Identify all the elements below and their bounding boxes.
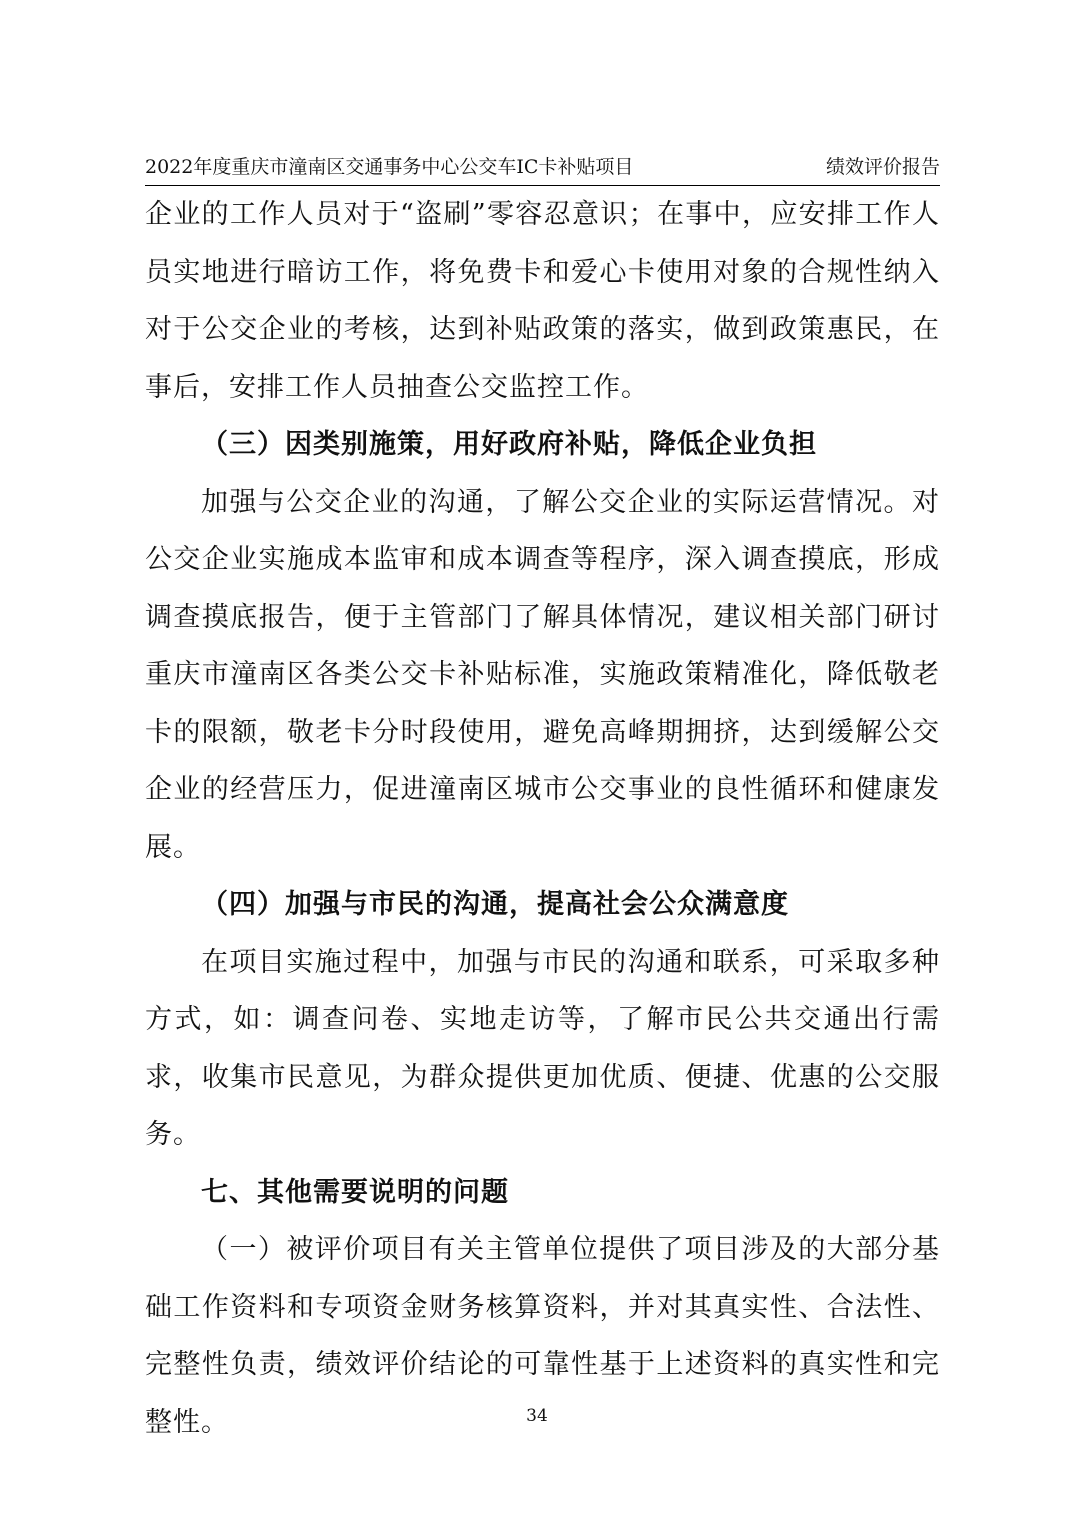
paragraph-continued: 企业的工作人员对于“盗刷”零容忍意识；在事中，应安排工作人员实地进行暗访工作，将免费卡和爱心卡使用对象的合规性纳入对于公交企业的考核，达到补贴政策的落实，做到政策惠民，在事后，安排工作人员抽查公交监控工作。: [145, 199, 940, 403]
subheading-three: （三）因类别施策，用好政府补贴，降低企业负担: [201, 429, 817, 460]
page-number: 34: [526, 1406, 548, 1426]
header-project-title: 2022年度重庆市潼南区交通事务中心公交车IC卡补贴项目: [145, 156, 634, 178]
page-header: [145, 150, 940, 184]
paragraph-cost-review: 加强与公交企业的沟通，了解公交企业的实际运营情况。对公交企业实施成本监审和成本调查等程序，深入调查摸底，形成调查摸底报告，便于主管部门了解具体情况，建议相关部门研讨重庆市潼南区各类公交卡补贴标准，实施政策精准化，降低敬老卡的限额，敬老卡分时段使用，避免高峰期拥挤，达到缓解公交企业的经营压力，促进潼南区城市公交事业的良性循环和健康发展。: [145, 486, 940, 863]
paragraph-other-notes: （一）被评价项目有关主管单位提供了项目涉及的大部分基础工作资料和专项资金财务核算资料，并对其真实性、合法性、完整性负责，绩效评价结论的可靠性基于上述资料的真实性和完整性。: [145, 1234, 940, 1438]
section-heading-seven: 七、其他需要说明的问题: [201, 1176, 509, 1208]
paragraph-citizen-communication: 在项目实施过程中，加强与市民的沟通和联系，可采取多种方式，如：调查问卷、实地走访等，了解市民公共交通出行需求，收集市民意见，为群众提供更加优质、便捷、优惠的公交服务。: [145, 946, 940, 1150]
document-body: [145, 186, 940, 1451]
header-report-type: 绩效评价报告: [825, 156, 940, 178]
subheading-four: （四）加强与市民的沟通，提高社会公众满意度: [201, 889, 789, 920]
